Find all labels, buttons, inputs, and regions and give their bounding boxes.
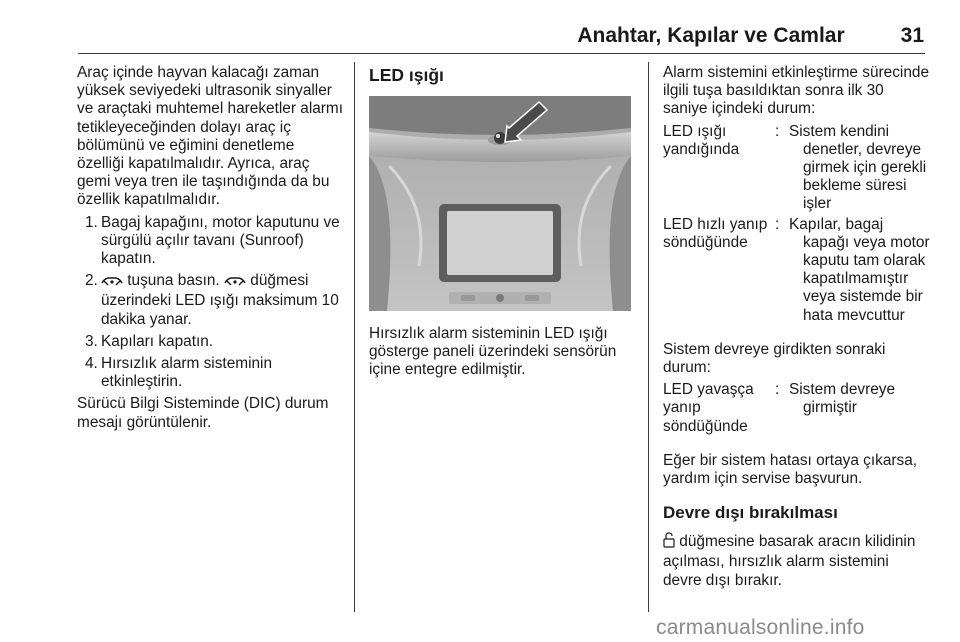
- error-paragraph: Eğer bir sistem hatası ortaya çıkarsa, yardım için servise başvurun.: [663, 451, 918, 488]
- table-row: LED ışığı yandığında : Sistem kendini denetler, devreye girmek için gerekli bekleme süresi işler: [663, 123, 931, 214]
- intro-paragraph: Araç içinde hayvan kalacağı zaman yüksek seviyedeki ultrasonik sinyaller ve araçtaki muhtemel hareketler alarmı tetikleyeceğinden dolayı araç iç bölümünü ve eğimini denetleme özelliği kapatılmalıdır. Ayrıca, araç gemi veya tren ile taşındığında da bu özellik kapatılmalıdır.: [77, 64, 344, 209]
- column-divider-1: [354, 62, 355, 612]
- status-table-1: [663, 123, 931, 325]
- table-key: LED yavaşça yanıp söndüğünde: [663, 381, 754, 435]
- watermark: carmanualsonline.info: [656, 616, 865, 639]
- steps-list: [77, 214, 345, 392]
- car-alarm-icon: [101, 274, 123, 292]
- table-key: LED ışığı yandığında: [663, 122, 740, 158]
- table-value: Sistem kendini: [789, 122, 890, 140]
- column-1: [77, 64, 345, 432]
- table-value: Sistem devreye: [789, 381, 896, 399]
- table-row: LED yavaşça yanıp söndüğünde : Sistem devreye girmiştir: [663, 381, 931, 436]
- step-item: [77, 333, 345, 351]
- step-item: [77, 355, 345, 391]
- table-value: denetler, devreye girmek için gerekli bekleme süresi işler: [803, 140, 927, 213]
- unlock-icon: [663, 532, 675, 553]
- page-number: 31: [900, 24, 924, 47]
- deactivation-text: düğmesine basarak aracın kilidinin açılması, hırsızlık alarm sistemini devre dışı bırakır.: [663, 533, 916, 589]
- table-key: LED hızlı yanıp söndüğünde: [663, 215, 768, 251]
- header-rule: [78, 53, 925, 54]
- table-value: girmiştir: [803, 399, 857, 417]
- step-item: [77, 214, 345, 269]
- step-number: 1.: [85, 213, 98, 231]
- status-table-2: [663, 381, 931, 436]
- post-activation-text: Sistem devreye girdikten sonraki durum:: [663, 340, 886, 377]
- column-2: [369, 64, 635, 380]
- activation-intro: Alarm sistemini etkinleştirme sürecinde ilgili tuşa basıldıktan sonra ilk 30 saniye içindeki durum:: [663, 64, 929, 118]
- table-value: kapağı veya motor kaputu tam olarak kapatılmamıştır veya sistemde bir hata mevcuttur: [803, 233, 930, 324]
- header-title: Anahtar, Kapılar ve Camlar: [577, 24, 845, 47]
- step-text: Kapıları kapatın.: [101, 332, 214, 350]
- deactivation-paragraph: [663, 532, 931, 590]
- column-3: [663, 64, 931, 590]
- table-value: Kapılar, bagaj: [789, 215, 884, 233]
- step-text: Hırsızlık alarm sisteminin etkinleştirin.: [101, 355, 273, 391]
- step-text: tuşuna basın.: [127, 272, 220, 290]
- dashboard-photo: [369, 96, 631, 311]
- led-heading: LED ışığı: [369, 65, 444, 85]
- dashboard-illustration: [369, 96, 631, 311]
- table-row: LED hızlı yanıp söndüğünde : Kapılar, bagaj kapağı veya motor kaputu tam olarak kapatılmamıştır veya sistemde bir hata mevcuttur: [663, 215, 930, 324]
- step-item: [77, 272, 345, 329]
- column-divider-2: [648, 62, 649, 612]
- step-number: 2.: [85, 272, 98, 290]
- led-caption: Hırsızlık alarm sisteminin LED ışığı gösterge paneli üzerindeki sensörün içine entegre edilmiştir.: [369, 325, 617, 379]
- page-header: [0, 24, 924, 48]
- deactivation-heading: Devre dışı bırakılması: [663, 503, 838, 523]
- step-text: düğmesi üzerindeki LED ışığı maksimum 10 dakika yanar.: [101, 272, 339, 328]
- outro-paragraph: Sürücü Bilgi Sisteminde (DIC) durum mesajı görüntülenir.: [77, 395, 329, 431]
- car-alarm-icon: [224, 274, 246, 292]
- step-number: 3.: [85, 332, 98, 350]
- step-text: Bagaj kapağını, motor kaputunu ve sürgülü açılır tavanı (Sunroof) kapatın.: [101, 213, 340, 268]
- step-number: 4.: [85, 355, 98, 373]
